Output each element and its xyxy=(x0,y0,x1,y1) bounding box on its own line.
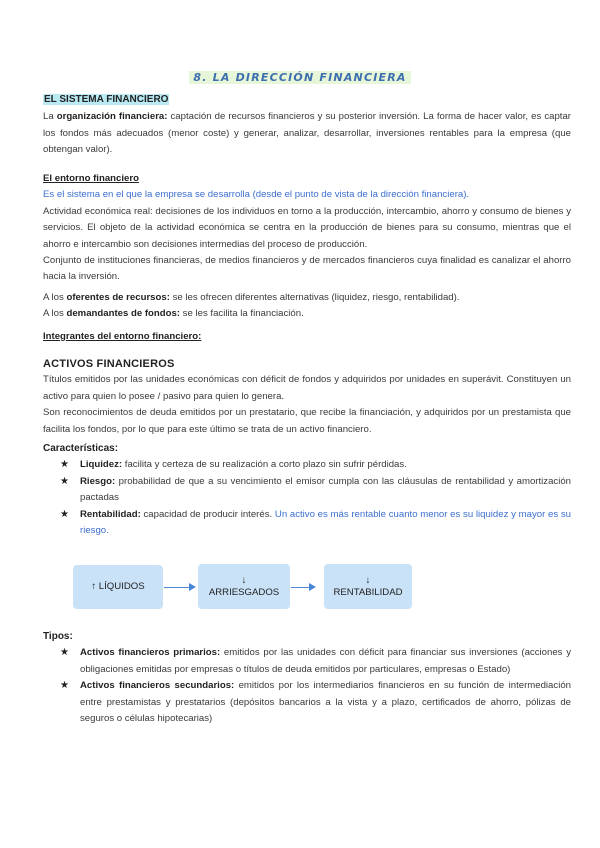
tipos-list xyxy=(43,645,571,727)
arrow-down-icon: ↓ xyxy=(241,574,247,586)
demandantes-line: A los demandantes de fondos: se les facilita la financiación. xyxy=(43,308,304,320)
star-icon: ★ xyxy=(60,475,69,487)
star-icon: ★ xyxy=(60,459,69,471)
section-tipos xyxy=(43,629,571,727)
activos-paragraph-1: Títulos emitidos por las unidades económicas con déficit de fondos y adquiridos por unidades en superávit. Constituyen un activo para quien lo posee / pasivo para quien lo genera. xyxy=(43,374,571,402)
organizacion-term: organización financiera: xyxy=(56,111,168,123)
star-icon: ★ xyxy=(60,647,69,659)
organizacion-paragraph: La organización financiera: captación de recursos financieros y su posterior inversión. La forma de hacer valor, es captar los fondos más adecuados (menor coste) y generar, analizar, desarrollar, inversiones rentables para la empresa (que obtengan valor). xyxy=(43,111,571,156)
integrantes-heading: Integrantes del entorno financiero: xyxy=(43,330,202,342)
actividad-paragraph: Actividad económica real: decisiones de los individuos en torno a la producción, intercambio, ahorro y consumo de bienes y servicios. El objeto de la actividad económica se centra en la producción de bienes para su consumo, mientras que el ahorro e intercambio son decisiones intermedias del proceso de producción. xyxy=(43,205,571,250)
caracteristicas-heading: Características: xyxy=(43,443,119,455)
section-heading: EL SISTEMA FINANCIERO xyxy=(44,94,169,105)
section-activos-financieros xyxy=(43,356,571,539)
arrow-line xyxy=(164,587,190,588)
list-item: ★ Liquidez: facilita y certeza de su realización a corto plazo sin sufrir pérdidas. xyxy=(43,457,571,473)
list-item: ★ Activos financieros secundarios: emitidos por los intermediarios financieros en su función de intermediación entre prestamistas y prestatarios (depósitos bancarios a la vista y a plazo, certificados de ahorro, pólizas de seguros o células hipotecarias) xyxy=(60,680,571,725)
list-item: ★ Riesgo: probabilidad de que a su vencimiento el emisor cumpla con las cláusulas de rentabilidad y amortización pactadas xyxy=(60,475,571,504)
arrow-down-icon: ↓ xyxy=(365,574,371,586)
activos-heading: ACTIVOS FINANCIEROS xyxy=(43,358,175,370)
oferentes-line: A los oferentes de recursos: se les ofrecen diferentes alternativas (liquidez, riesgo, rentabilidad). xyxy=(43,291,460,303)
list-item: ★ Rentabilidad: capacidad de producir interés. Un activo es más rentable cuanto menor es su liquidez y mayor es su riesgo. xyxy=(60,508,571,537)
box-arriesgados: ↓ ARRIESGADOS xyxy=(198,564,290,609)
star-icon: ★ xyxy=(60,508,69,520)
caracteristicas-list xyxy=(43,457,571,539)
arrow-right-icon xyxy=(189,583,196,591)
section-sistema-financiero xyxy=(43,92,571,159)
list-item: ★ Activos financieros primarios: emitidos por las unidades con déficit para financiar sus inversiones (acciones y obligaciones emitidas por empresas o títulos de deuda emitidos por particulares, empresas o Estado) xyxy=(60,647,571,675)
document-title xyxy=(0,70,600,86)
tipos-heading: Tipos: xyxy=(43,631,73,642)
entorno-definition: Es el sistema en el que la empresa se desarrolla (desde el punto de vista de la dirección financiera). xyxy=(43,189,470,201)
conjunto-paragraph: Conjunto de instituciones financieras, de medios financieros y de mercados financieros cuya finalidad es canalizar el ahorro hacia la inversión. xyxy=(43,255,571,283)
activos-paragraph-2: Son reconocimientos de deuda emitidos por un prestatario, que recibe la financiación, y adquiridos por un prestamista que facilita los fondos, por lo que para este último se trata de un activo financiero. xyxy=(43,407,571,435)
entorno-heading: El entorno financiero xyxy=(43,173,139,184)
arrow-line xyxy=(291,587,310,588)
arrow-right-icon xyxy=(309,583,316,591)
box-rentabilidad: ↓ RENTABILIDAD xyxy=(324,564,412,609)
star-icon: ★ xyxy=(60,680,69,692)
document-title-text: 8. LA DIRECCIÓN FINANCIERA xyxy=(189,71,410,84)
box-liquidos: ↑ LÍQUIDOS xyxy=(73,565,163,609)
section-entorno-financiero xyxy=(43,171,571,345)
